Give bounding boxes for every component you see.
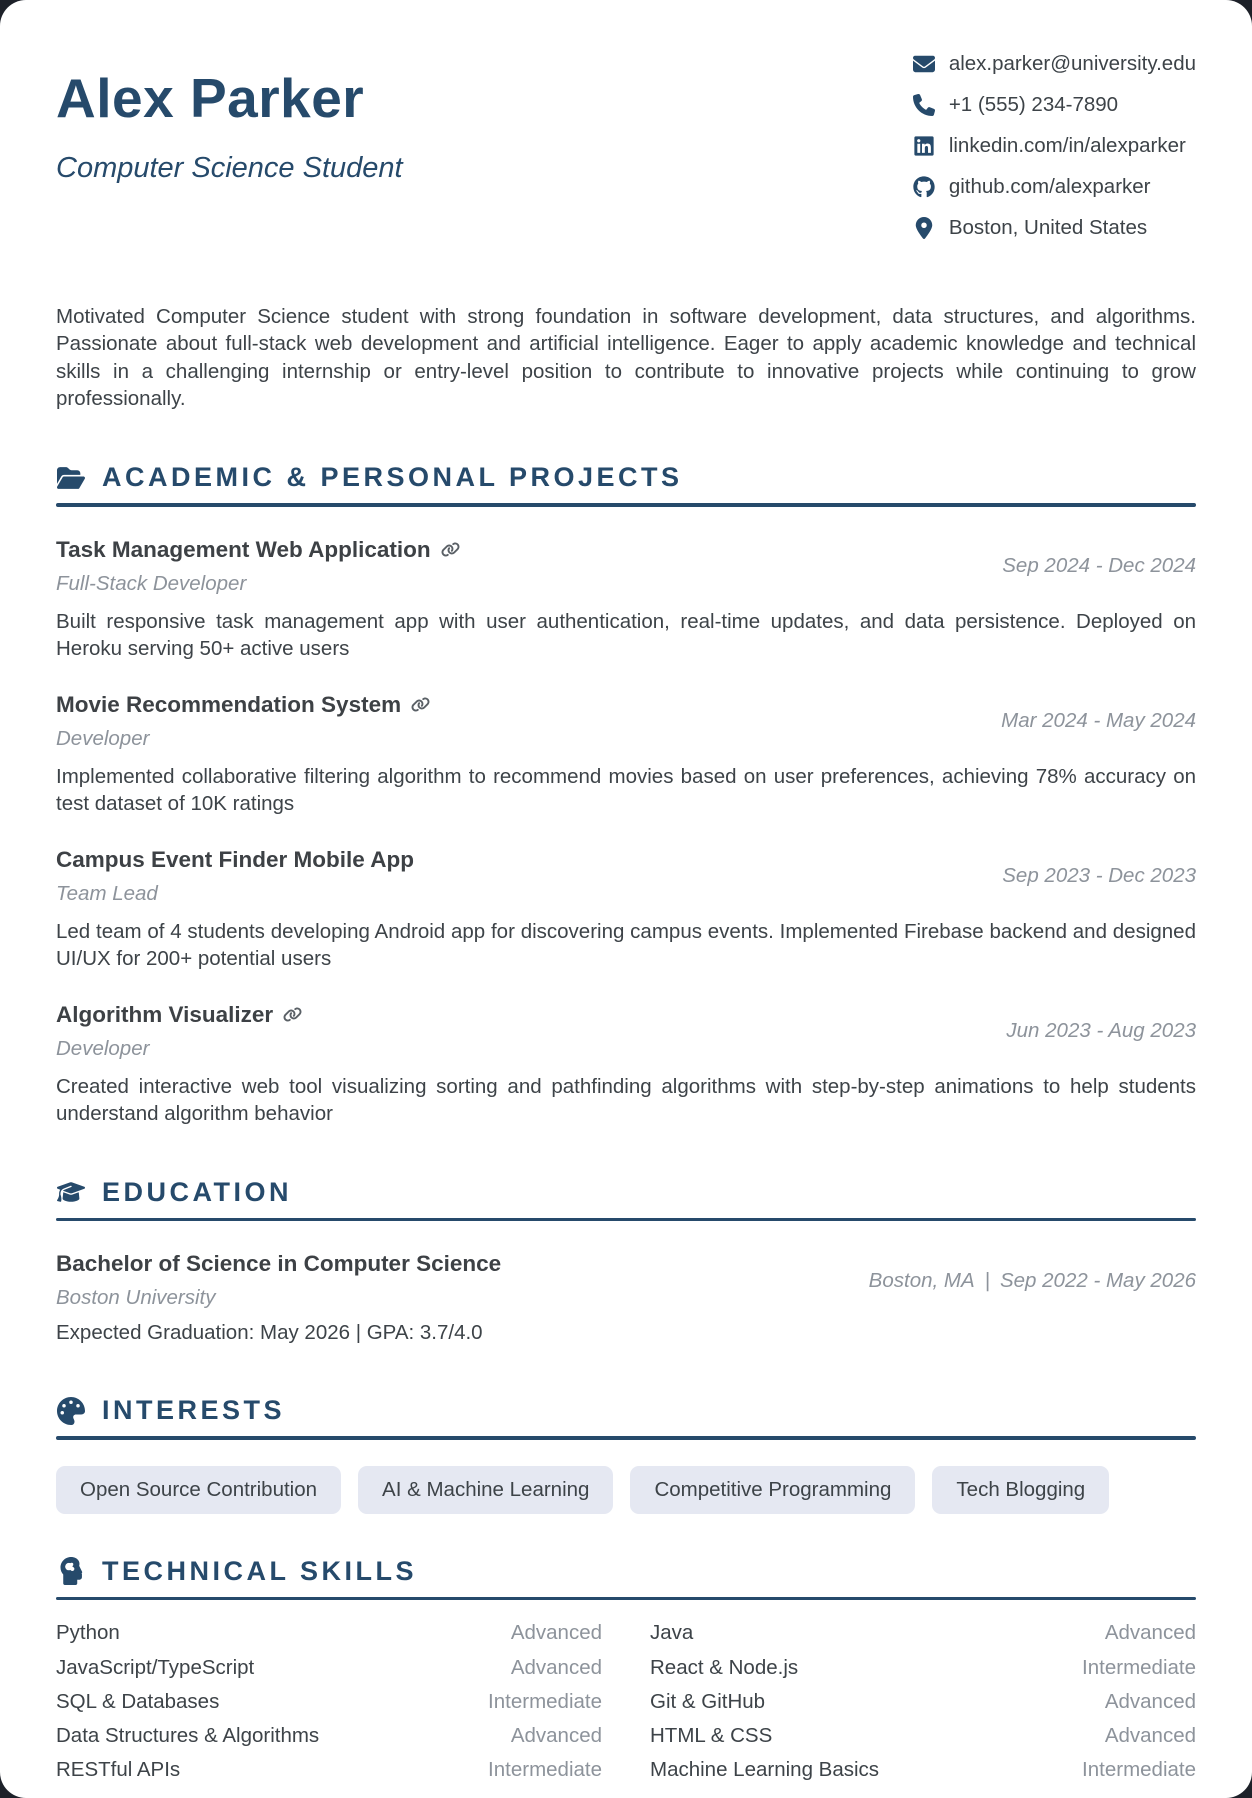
link-icon[interactable] [411,695,430,714]
skill-item [650,1757,1196,1783]
link-icon[interactable] [441,540,460,559]
section-education-header [56,1177,1196,1208]
skill-level: Advanced [510,1621,602,1645]
folder-open-icon [56,463,86,493]
project-description: Led team of 4 students developing Android app for discovering campus events. Implemented Firebase backend and designed UI/UX for 200+ potential users [56,919,1196,970]
section-interests-header [56,1395,1196,1426]
section-interests [56,1395,1196,1514]
project-title: Algorithm Visualizer [56,1001,274,1027]
contact-email-text[interactable]: alex.parker@university.edu [948,52,1196,75]
interest-pill: Competitive Programming [630,1466,915,1514]
section-skills [56,1556,1196,1784]
contact-github-text[interactable]: github.com/alexparker [948,175,1151,198]
project-entry [56,1002,1196,1127]
project-dates: Sep 2024 - Dec 2024 [1002,554,1196,577]
skill-item [56,1655,602,1681]
interest-pill-list [56,1466,1196,1514]
skill-level: Advanced [1104,1724,1196,1748]
head-brain-icon [56,1556,86,1586]
skill-item [650,1655,1196,1681]
project-role: Team Lead [56,881,158,905]
palette-icon [56,1396,86,1426]
section-projects-header [56,462,1196,493]
skill-item [56,1723,602,1749]
skill-name: RESTful APIs [56,1758,181,1782]
skill-item [56,1620,602,1646]
graduation-cap-icon [56,1177,86,1207]
section-title-projects: ACADEMIC & PERSONAL PROJECTS [102,462,683,492]
phone-icon [912,93,936,117]
project-description: Implemented collaborative filtering algorithm to recommend movies based on user preferences, achieving 78% accuracy on test dataset of 10K ratings [56,764,1196,815]
skill-level: Advanced [1104,1621,1196,1645]
section-projects [56,462,1196,1127]
skill-name: SQL & Databases [56,1689,220,1713]
skill-item [650,1620,1196,1646]
project-role: Developer [56,726,150,750]
project-title: Task Management Web Application [56,536,431,562]
resume-header [56,40,1196,257]
skills-grid [56,1620,1196,1783]
school-name: Boston University [56,1286,216,1310]
section-skills-header [56,1556,1196,1587]
skill-name: HTML & CSS [650,1724,773,1748]
section-divider [56,1218,1196,1222]
linkedin-icon [912,134,936,158]
skill-level: Advanced [1104,1689,1196,1713]
project-dates: Sep 2023 - Dec 2023 [1002,864,1196,888]
project-description: Built responsive task management app with user authentication, real-time updates, and data persistence. Deployed on Heroku serving 50+ active users [56,609,1196,660]
section-divider [56,1436,1196,1440]
job-title: Computer Science Student [56,152,403,184]
contact-email [912,52,1196,76]
contact-phone-text[interactable]: +1 (555) 234-7890 [948,93,1119,116]
project-dates: Jun 2023 - Aug 2023 [1006,1019,1196,1043]
contact-phone [912,93,1196,117]
skill-level: Advanced [510,1724,602,1748]
education-location: Boston, MA [868,1268,975,1292]
project-entry [56,847,1196,972]
section-divider [56,1597,1196,1601]
skill-level: Intermediate [1082,1655,1196,1679]
interest-pill: Tech Blogging [932,1466,1109,1514]
project-entry [56,537,1196,662]
project-dates: Mar 2024 - May 2024 [1001,709,1196,733]
skill-name: Machine Learning Basics [650,1758,880,1782]
section-title-skills: TECHNICAL SKILLS [102,1555,418,1586]
separator: | [984,1268,990,1292]
skill-level: Intermediate [488,1689,602,1713]
education-location-dates [869,1269,1196,1293]
name: Alex Parker [56,67,365,129]
skill-name: React & Node.js [650,1655,799,1679]
skill-level: Advanced [510,1655,602,1679]
section-title-education: EDUCATION [102,1176,292,1207]
skill-name: Java [650,1621,694,1645]
project-entry [56,692,1196,817]
contact-location-text: Boston, United States [948,216,1148,239]
skill-name: Git & GitHub [650,1689,766,1713]
contact-github [912,175,1196,199]
github-icon [912,175,936,199]
skill-item [56,1689,602,1715]
project-title: Movie Recommendation System [56,691,402,717]
education-dates: Sep 2022 - May 2026 [999,1268,1196,1292]
education-details: Expected Graduation: May 2026 | GPA: 3.7/4.0 [56,1321,483,1345]
section-title-interests: INTERESTS [102,1395,286,1426]
interest-pill: Open Source Contribution [56,1466,341,1514]
section-divider [56,503,1196,507]
skill-name: JavaScript/TypeScript [56,1655,255,1679]
contact-linkedin-text[interactable]: linkedin.com/in/alexparker [948,134,1186,157]
interest-pill: AI & Machine Learning [358,1466,613,1514]
skill-item [650,1723,1196,1749]
summary-text: Motivated Computer Science student with strong foundation in software development, data structures, and algorithms. Passionate about full-stack web development and artificial intelligence. Eager to apply academic knowledge and technical skills in a challenging internship or entry-level position to contribute to innovative projects while continuing to grow professionally. [56,305,1196,410]
contact-location [912,216,1196,240]
email-icon [912,52,936,76]
skill-level: Intermediate [488,1758,602,1782]
contact-linkedin [912,134,1196,158]
skill-level: Intermediate [1082,1758,1196,1782]
skill-name: Data Structures & Algorithms [56,1724,320,1748]
project-description: Created interactive web tool visualizing sorting and pathfinding algorithms with step-by-step animations to help students understand algorithm behavior [56,1074,1196,1125]
project-role: Developer [56,1036,150,1060]
skill-item [650,1689,1196,1715]
link-icon[interactable] [283,1005,302,1024]
identity-block [56,66,403,185]
degree-title: Bachelor of Science in Computer Science [56,1251,502,1277]
project-title: Campus Event Finder Mobile App [56,846,414,872]
education-entry [56,1251,1196,1345]
contact-list [912,52,1196,257]
project-role: Full-Stack Developer [56,571,247,595]
location-icon [912,216,936,240]
skill-name: Python [56,1621,120,1645]
skill-item [56,1757,602,1783]
section-education [56,1177,1196,1346]
